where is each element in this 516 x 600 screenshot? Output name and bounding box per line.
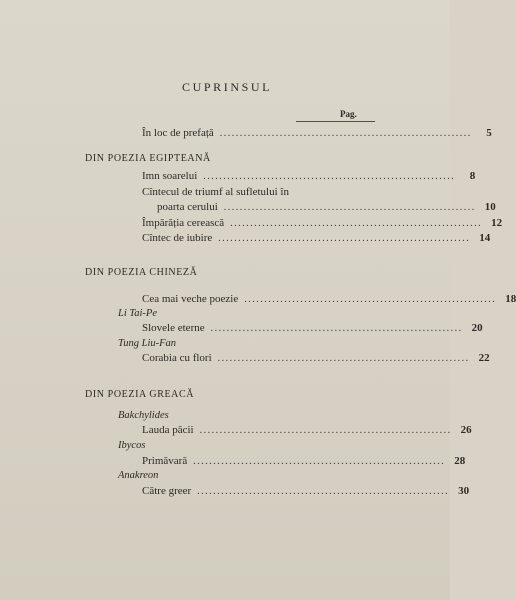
entry-title: Împărăția cerească	[142, 217, 225, 229]
toc-entry[interactable]	[142, 322, 483, 335]
toc-entry[interactable]	[142, 352, 490, 365]
entry-title: În loc de prefață	[142, 127, 214, 139]
author-name: Bakchylides	[118, 410, 169, 421]
section-heading-egyptian: DIN POEZIA EGIPTEANĂ	[85, 153, 211, 164]
author-name: Li Tai-Pe	[118, 308, 157, 319]
entry-page: 28	[454, 455, 466, 467]
entry-page: 22	[478, 352, 490, 364]
entry-page: 30	[458, 485, 470, 497]
entry-title-line1: Cîntecul de triumf al sufletului în	[142, 186, 289, 198]
entry-title: Cîntec de iubire	[142, 232, 213, 244]
entry-page: 5	[486, 127, 492, 139]
entry-title: Către greer	[142, 485, 192, 497]
leader-dots: ...............................................................	[217, 353, 470, 364]
leader-dots: ...............................................................	[244, 294, 497, 305]
toc-entry[interactable]	[142, 455, 466, 468]
leader-dots: ...............................................................	[219, 128, 472, 139]
entry-page: 20	[471, 322, 483, 334]
leader-dots: ...............................................................	[199, 425, 452, 436]
page-column-label: Pag.	[340, 109, 357, 119]
entry-title: Imn soarelui	[142, 170, 198, 182]
entry-page: 14	[479, 232, 491, 244]
page-title: CUPRINSUL	[182, 80, 273, 94]
entry-page: 10	[484, 201, 496, 213]
leader-dots: ...............................................................	[223, 202, 476, 213]
entry-page: 26	[460, 424, 472, 436]
toc-entry[interactable]	[142, 232, 491, 245]
author-name: Tung Liu-Fan	[118, 338, 177, 349]
toc-entry[interactable]	[142, 485, 470, 498]
section-heading-chinese: DIN POEZIA CHINEZĂ	[85, 267, 198, 278]
toc-entry[interactable]	[142, 170, 476, 183]
page-column-rule	[296, 121, 375, 122]
entry-title: Cea mai veche poezie	[142, 293, 239, 305]
leader-dots: ...............................................................	[210, 323, 463, 334]
leader-dots: ...............................................................	[218, 233, 471, 244]
entry-title: poarta cerului	[157, 201, 218, 213]
entry-title: Corabia cu flori	[142, 352, 212, 364]
author-name: Ibycos	[118, 440, 146, 451]
entry-page: 8	[469, 170, 476, 182]
toc-entry[interactable]	[157, 201, 496, 214]
leader-dots: ...............................................................	[203, 171, 456, 182]
toc-entry[interactable]	[142, 293, 516, 306]
toc-entry[interactable]	[142, 217, 503, 230]
entry-title: Lauda păcii	[142, 424, 194, 436]
leader-dots: ...............................................................	[230, 218, 483, 229]
entry-title: Primăvară	[142, 455, 188, 467]
entry-page: 12	[491, 217, 503, 229]
leader-dots: ...............................................................	[193, 456, 446, 467]
toc-entry-preface[interactable]	[142, 127, 492, 140]
entry-title: Slovele eterne	[142, 322, 205, 334]
leader-dots: ...............................................................	[197, 486, 450, 497]
entry-page: 18	[505, 293, 516, 305]
toc-entry[interactable]	[142, 424, 472, 437]
author-name: Anakreon	[118, 470, 159, 481]
section-heading-greek: DIN POEZIA GREACĂ	[85, 389, 195, 400]
